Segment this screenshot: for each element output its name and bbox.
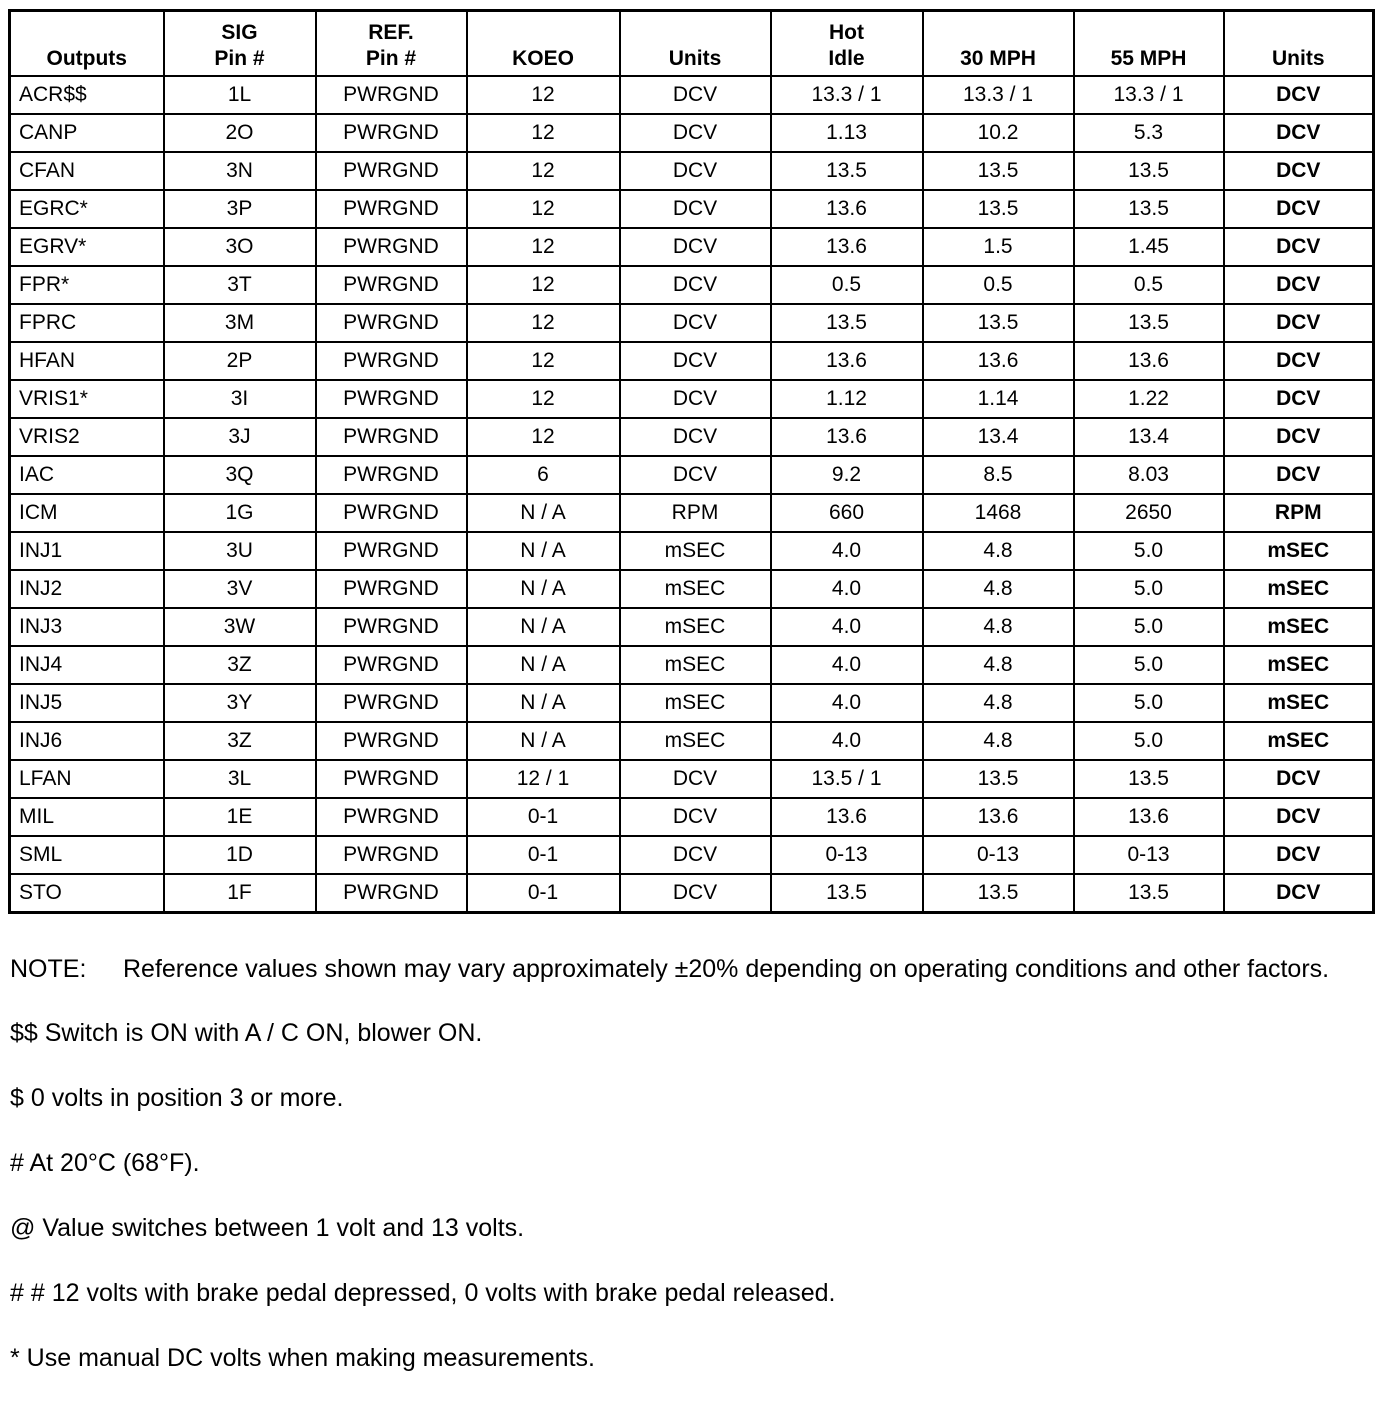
cell-units: mSEC: [620, 722, 771, 760]
cell-hot-idle: 13.5 / 1: [771, 760, 923, 798]
cell-30-mph: 13.3 / 1: [923, 76, 1074, 114]
cell-units-2: DCV: [1224, 380, 1374, 418]
cell-units-2: DCV: [1224, 418, 1374, 456]
table-row: [10, 304, 1374, 342]
cell-outputs: INJ1: [10, 532, 164, 570]
cell-units-2: mSEC: [1224, 722, 1374, 760]
header-55-mph: [1074, 11, 1224, 77]
cell-ref-pin: PWRGND: [316, 304, 467, 342]
cell-units: DCV: [620, 266, 771, 304]
cell-hot-idle: 13.3 / 1: [771, 76, 923, 114]
cell-outputs: FPRC: [10, 304, 164, 342]
cell-hot-idle: 4.0: [771, 532, 923, 570]
cell-55-mph: 13.6: [1074, 798, 1224, 836]
cell-sig-pin: 3J: [164, 418, 316, 456]
cell-30-mph: 13.5: [923, 190, 1074, 228]
cell-outputs: VRIS1*: [10, 380, 164, 418]
header-koeo: [467, 11, 620, 77]
cell-hot-idle: 13.6: [771, 798, 923, 836]
cell-hot-idle: 0.5: [771, 266, 923, 304]
cell-units-2: mSEC: [1224, 608, 1374, 646]
cell-units-2: mSEC: [1224, 684, 1374, 722]
cell-outputs: ACR$$: [10, 76, 164, 114]
cell-sig-pin: 3W: [164, 608, 316, 646]
cell-outputs: INJ5: [10, 684, 164, 722]
cell-30-mph: 1.5: [923, 228, 1074, 266]
cell-30-mph: 1468: [923, 494, 1074, 532]
cell-hot-idle: 4.0: [771, 722, 923, 760]
header-line-1: SIG: [221, 21, 258, 44]
cell-ref-pin: PWRGND: [316, 836, 467, 874]
cell-outputs: ICM: [10, 494, 164, 532]
table-row: [10, 228, 1374, 266]
cell-ref-pin: PWRGND: [316, 266, 467, 304]
cell-units: DCV: [620, 836, 771, 874]
cell-hot-idle: 13.6: [771, 228, 923, 266]
cell-ref-pin: PWRGND: [316, 190, 467, 228]
table-row: [10, 836, 1374, 874]
header-line-1: Hot: [829, 21, 864, 44]
cell-units-2: DCV: [1224, 760, 1374, 798]
cell-ref-pin: PWRGND: [316, 494, 467, 532]
table-row: [10, 798, 1374, 836]
cell-units: mSEC: [620, 570, 771, 608]
cell-hot-idle: 4.0: [771, 646, 923, 684]
cell-hot-idle: 13.5: [771, 304, 923, 342]
header-30-mph: [923, 11, 1074, 77]
cell-sig-pin: 2P: [164, 342, 316, 380]
table-row: [10, 380, 1374, 418]
footnote-temperature: # At 20°C (68°F).: [10, 1149, 200, 1177]
cell-55-mph: 5.0: [1074, 722, 1224, 760]
table-row: [10, 456, 1374, 494]
cell-sig-pin: 3N: [164, 152, 316, 190]
cell-30-mph: 4.8: [923, 646, 1074, 684]
cell-55-mph: 1.45: [1074, 228, 1224, 266]
cell-30-mph: 0.5: [923, 266, 1074, 304]
cell-55-mph: 5.0: [1074, 532, 1224, 570]
cell-sig-pin: 1L: [164, 76, 316, 114]
cell-sig-pin: 1G: [164, 494, 316, 532]
cell-30-mph: 13.5: [923, 874, 1074, 913]
cell-55-mph: 5.0: [1074, 570, 1224, 608]
cell-units: DCV: [620, 228, 771, 266]
cell-30-mph: 13.5: [923, 304, 1074, 342]
cell-sig-pin: 3Z: [164, 646, 316, 684]
cell-koeo: 12: [467, 342, 620, 380]
cell-30-mph: 10.2: [923, 114, 1074, 152]
footnote-manual-dc: * Use manual DC volts when making measurements.: [10, 1344, 595, 1372]
table-row: [10, 190, 1374, 228]
footnote-position: $ 0 volts in position 3 or more.: [10, 1084, 344, 1112]
table-body: [10, 76, 1374, 913]
cell-55-mph: 13.3 / 1: [1074, 76, 1224, 114]
cell-30-mph: 13.5: [923, 760, 1074, 798]
cell-ref-pin: PWRGND: [316, 646, 467, 684]
header-units-2: [1224, 11, 1374, 77]
cell-sig-pin: 3M: [164, 304, 316, 342]
cell-55-mph: 2650: [1074, 494, 1224, 532]
header-line-2: Pin #: [214, 47, 265, 70]
cell-units-2: mSEC: [1224, 532, 1374, 570]
cell-ref-pin: PWRGND: [316, 342, 467, 380]
cell-hot-idle: 13.6: [771, 418, 923, 456]
cell-hot-idle: 13.6: [771, 190, 923, 228]
cell-55-mph: 8.03: [1074, 456, 1224, 494]
cell-outputs: LFAN: [10, 760, 164, 798]
header-sig-pin: [164, 11, 316, 77]
table-row: [10, 532, 1374, 570]
table-row: [10, 76, 1374, 114]
cell-55-mph: 5.3: [1074, 114, 1224, 152]
cell-sig-pin: 3V: [164, 570, 316, 608]
cell-outputs: EGRC*: [10, 190, 164, 228]
cell-units-2: mSEC: [1224, 570, 1374, 608]
cell-sig-pin: 3U: [164, 532, 316, 570]
header-line-2: Units: [668, 47, 722, 70]
cell-30-mph: 13.5: [923, 152, 1074, 190]
footnote-ac-switch: $$ Switch is ON with A / C ON, blower ON.: [10, 1019, 483, 1047]
cell-55-mph: 0.5: [1074, 266, 1224, 304]
cell-units: mSEC: [620, 608, 771, 646]
cell-outputs: FPR*: [10, 266, 164, 304]
table-header: [10, 11, 1374, 77]
cell-hot-idle: 13.5: [771, 874, 923, 913]
cell-koeo: 12: [467, 114, 620, 152]
table-row: [10, 342, 1374, 380]
cell-hot-idle: 13.6: [771, 342, 923, 380]
header-ref-pin: [316, 11, 467, 77]
header-hot-idle: [771, 11, 923, 77]
header-line-2: 30 MPH: [960, 47, 1036, 70]
cell-units-2: DCV: [1224, 266, 1374, 304]
cell-hot-idle: 0-13: [771, 836, 923, 874]
cell-koeo: 12: [467, 152, 620, 190]
cell-units: DCV: [620, 76, 771, 114]
cell-koeo: 12: [467, 76, 620, 114]
cell-koeo: 12: [467, 380, 620, 418]
cell-units-2: DCV: [1224, 342, 1374, 380]
cell-ref-pin: PWRGND: [316, 570, 467, 608]
cell-units: RPM: [620, 494, 771, 532]
cell-koeo: N / A: [467, 532, 620, 570]
cell-55-mph: 13.4: [1074, 418, 1224, 456]
cell-ref-pin: PWRGND: [316, 684, 467, 722]
table-row: [10, 760, 1374, 798]
cell-units: DCV: [620, 798, 771, 836]
cell-ref-pin: PWRGND: [316, 76, 467, 114]
cell-koeo: 0-1: [467, 798, 620, 836]
table-row: [10, 608, 1374, 646]
note-text: Reference values shown may vary approximately ±20% depending on operating conditions and other factors.: [123, 955, 1330, 983]
cell-ref-pin: PWRGND: [316, 418, 467, 456]
cell-55-mph: 5.0: [1074, 646, 1224, 684]
header-line-1: REF.: [368, 21, 414, 44]
main-note: [10, 952, 1380, 986]
cell-koeo: 12: [467, 304, 620, 342]
cell-units: mSEC: [620, 532, 771, 570]
cell-units-2: DCV: [1224, 152, 1374, 190]
cell-30-mph: 4.8: [923, 570, 1074, 608]
cell-55-mph: 13.5: [1074, 760, 1224, 798]
cell-units: DCV: [620, 456, 771, 494]
cell-outputs: VRIS2: [10, 418, 164, 456]
cell-koeo: N / A: [467, 684, 620, 722]
cell-hot-idle: 4.0: [771, 570, 923, 608]
cell-ref-pin: PWRGND: [316, 152, 467, 190]
cell-units: DCV: [620, 418, 771, 456]
cell-55-mph: 1.22: [1074, 380, 1224, 418]
cell-units-2: mSEC: [1224, 646, 1374, 684]
cell-units: mSEC: [620, 684, 771, 722]
cell-units: DCV: [620, 874, 771, 913]
table-row: [10, 114, 1374, 152]
cell-koeo: 12: [467, 190, 620, 228]
cell-koeo: N / A: [467, 646, 620, 684]
header-units: [620, 11, 771, 77]
cell-ref-pin: PWRGND: [316, 798, 467, 836]
cell-outputs: IAC: [10, 456, 164, 494]
cell-koeo: 0-1: [467, 836, 620, 874]
cell-outputs: HFAN: [10, 342, 164, 380]
table-row: [10, 722, 1374, 760]
cell-hot-idle: 660: [771, 494, 923, 532]
cell-55-mph: 13.5: [1074, 190, 1224, 228]
cell-30-mph: 1.14: [923, 380, 1074, 418]
table-row: [10, 684, 1374, 722]
cell-outputs: EGRV*: [10, 228, 164, 266]
cell-55-mph: 13.6: [1074, 342, 1224, 380]
cell-units: DCV: [620, 114, 771, 152]
cell-ref-pin: PWRGND: [316, 228, 467, 266]
header-outputs: [10, 11, 164, 77]
cell-outputs: INJ6: [10, 722, 164, 760]
cell-sig-pin: 1E: [164, 798, 316, 836]
cell-outputs: CANP: [10, 114, 164, 152]
cell-units-2: DCV: [1224, 228, 1374, 266]
cell-ref-pin: PWRGND: [316, 532, 467, 570]
cell-sig-pin: 1F: [164, 874, 316, 913]
cell-ref-pin: PWRGND: [316, 608, 467, 646]
cell-koeo: 0-1: [467, 874, 620, 913]
cell-sig-pin: 3I: [164, 380, 316, 418]
cell-outputs: STO: [10, 874, 164, 913]
cell-units-2: DCV: [1224, 798, 1374, 836]
table-row: [10, 570, 1374, 608]
cell-30-mph: 13.6: [923, 798, 1074, 836]
notes-section: [10, 952, 1380, 1375]
cell-sig-pin: 3L: [164, 760, 316, 798]
cell-ref-pin: PWRGND: [316, 114, 467, 152]
header-row: [10, 11, 1374, 77]
cell-ref-pin: PWRGND: [316, 722, 467, 760]
cell-ref-pin: PWRGND: [316, 380, 467, 418]
cell-hot-idle: 13.5: [771, 152, 923, 190]
cell-sig-pin: 3Z: [164, 722, 316, 760]
cell-units: mSEC: [620, 646, 771, 684]
cell-sig-pin: 3O: [164, 228, 316, 266]
cell-outputs: SML: [10, 836, 164, 874]
cell-units-2: RPM: [1224, 494, 1374, 532]
note-label: NOTE:: [10, 955, 87, 983]
cell-ref-pin: PWRGND: [316, 874, 467, 913]
cell-units: DCV: [620, 152, 771, 190]
cell-30-mph: 4.8: [923, 608, 1074, 646]
header-line-2: KOEO: [512, 47, 574, 70]
table-row: [10, 646, 1374, 684]
footnote-brake-pedal: # # 12 volts with brake pedal depressed, 0 volts with brake pedal released.: [10, 1279, 836, 1307]
cell-hot-idle: 1.12: [771, 380, 923, 418]
cell-koeo: N / A: [467, 570, 620, 608]
cell-koeo: 12: [467, 266, 620, 304]
cell-outputs: INJ4: [10, 646, 164, 684]
cell-ref-pin: PWRGND: [316, 760, 467, 798]
cell-units: DCV: [620, 380, 771, 418]
cell-sig-pin: 3T: [164, 266, 316, 304]
cell-sig-pin: 3Q: [164, 456, 316, 494]
cell-hot-idle: 4.0: [771, 608, 923, 646]
cell-units-2: DCV: [1224, 874, 1374, 913]
cell-hot-idle: 4.0: [771, 684, 923, 722]
cell-units-2: DCV: [1224, 76, 1374, 114]
cell-30-mph: 0-13: [923, 836, 1074, 874]
header-line-2: Units: [1272, 47, 1325, 70]
cell-55-mph: 13.5: [1074, 874, 1224, 913]
cell-55-mph: 13.5: [1074, 152, 1224, 190]
cell-hot-idle: 9.2: [771, 456, 923, 494]
footnote-value-switches: @ Value switches between 1 volt and 13 volts.: [10, 1214, 525, 1242]
table-row: [10, 494, 1374, 532]
cell-koeo: 12: [467, 228, 620, 266]
cell-hot-idle: 1.13: [771, 114, 923, 152]
cell-units: DCV: [620, 190, 771, 228]
table-row: [10, 266, 1374, 304]
table-row: [10, 152, 1374, 190]
cell-sig-pin: 2O: [164, 114, 316, 152]
cell-units-2: DCV: [1224, 304, 1374, 342]
cell-outputs: INJ2: [10, 570, 164, 608]
cell-ref-pin: PWRGND: [316, 456, 467, 494]
cell-outputs: CFAN: [10, 152, 164, 190]
cell-koeo: 12: [467, 418, 620, 456]
cell-units-2: DCV: [1224, 114, 1374, 152]
cell-55-mph: 5.0: [1074, 608, 1224, 646]
cell-sig-pin: 3Y: [164, 684, 316, 722]
cell-55-mph: 13.5: [1074, 304, 1224, 342]
cell-units: DCV: [620, 760, 771, 798]
cell-koeo: 12 / 1: [467, 760, 620, 798]
cell-outputs: INJ3: [10, 608, 164, 646]
header-line-2: 55 MPH: [1110, 47, 1187, 70]
header-line-2: Pin #: [365, 47, 417, 70]
cell-30-mph: 4.8: [923, 722, 1074, 760]
cell-units-2: DCV: [1224, 836, 1374, 874]
cell-units-2: DCV: [1224, 456, 1374, 494]
outputs-spec-table: [8, 9, 1375, 914]
table-row: [10, 418, 1374, 456]
cell-30-mph: 8.5: [923, 456, 1074, 494]
cell-koeo: N / A: [467, 722, 620, 760]
cell-units-2: DCV: [1224, 190, 1374, 228]
cell-sig-pin: 1D: [164, 836, 316, 874]
cell-55-mph: 5.0: [1074, 684, 1224, 722]
header-line-2: Outputs: [46, 47, 127, 70]
cell-30-mph: 13.6: [923, 342, 1074, 380]
cell-30-mph: 4.8: [923, 532, 1074, 570]
cell-units: DCV: [620, 304, 771, 342]
header-line-2: Idle: [828, 47, 865, 70]
cell-outputs: MIL: [10, 798, 164, 836]
cell-sig-pin: 3P: [164, 190, 316, 228]
table-row: [10, 874, 1374, 913]
cell-55-mph: 0-13: [1074, 836, 1224, 874]
cell-30-mph: 13.4: [923, 418, 1074, 456]
cell-koeo: N / A: [467, 608, 620, 646]
cell-30-mph: 4.8: [923, 684, 1074, 722]
cell-koeo: 6: [467, 456, 620, 494]
cell-koeo: N / A: [467, 494, 620, 532]
cell-units: DCV: [620, 342, 771, 380]
